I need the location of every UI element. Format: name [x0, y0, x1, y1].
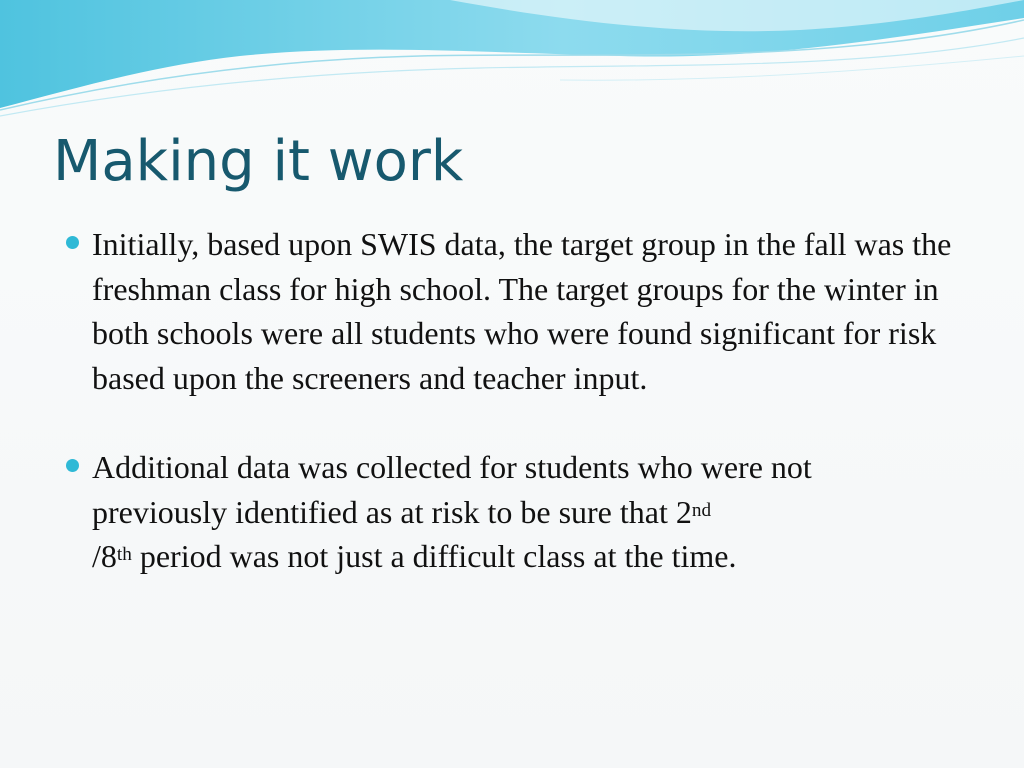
bullet-text-2b: /8	[92, 538, 117, 574]
wave-line-3	[560, 56, 1024, 80]
slide-title: Making it work	[53, 129, 464, 194]
bullet-item-2	[92, 445, 952, 579]
bullet-text-2a: Additional data was collected for students who were not previously identified as at risk to be sure that 2	[92, 449, 812, 530]
bullet-text-1: Initially, based upon SWIS data, the target group in the fall was the freshman class for high school. The target groups for the winter in both schools were all students who were found significant for risk based upon the screeners and teacher input.	[92, 226, 952, 396]
bullet-text-2c: period was not just a difficult class at the time.	[131, 538, 737, 574]
bullet-dot-icon	[66, 236, 79, 249]
bullet-item-1	[92, 222, 952, 400]
bullet-list	[92, 222, 952, 579]
bullet-dot-icon	[66, 459, 79, 472]
wave-decoration	[0, 0, 1024, 130]
superscript-th: th	[116, 544, 132, 566]
superscript-nd: nd	[691, 499, 712, 521]
